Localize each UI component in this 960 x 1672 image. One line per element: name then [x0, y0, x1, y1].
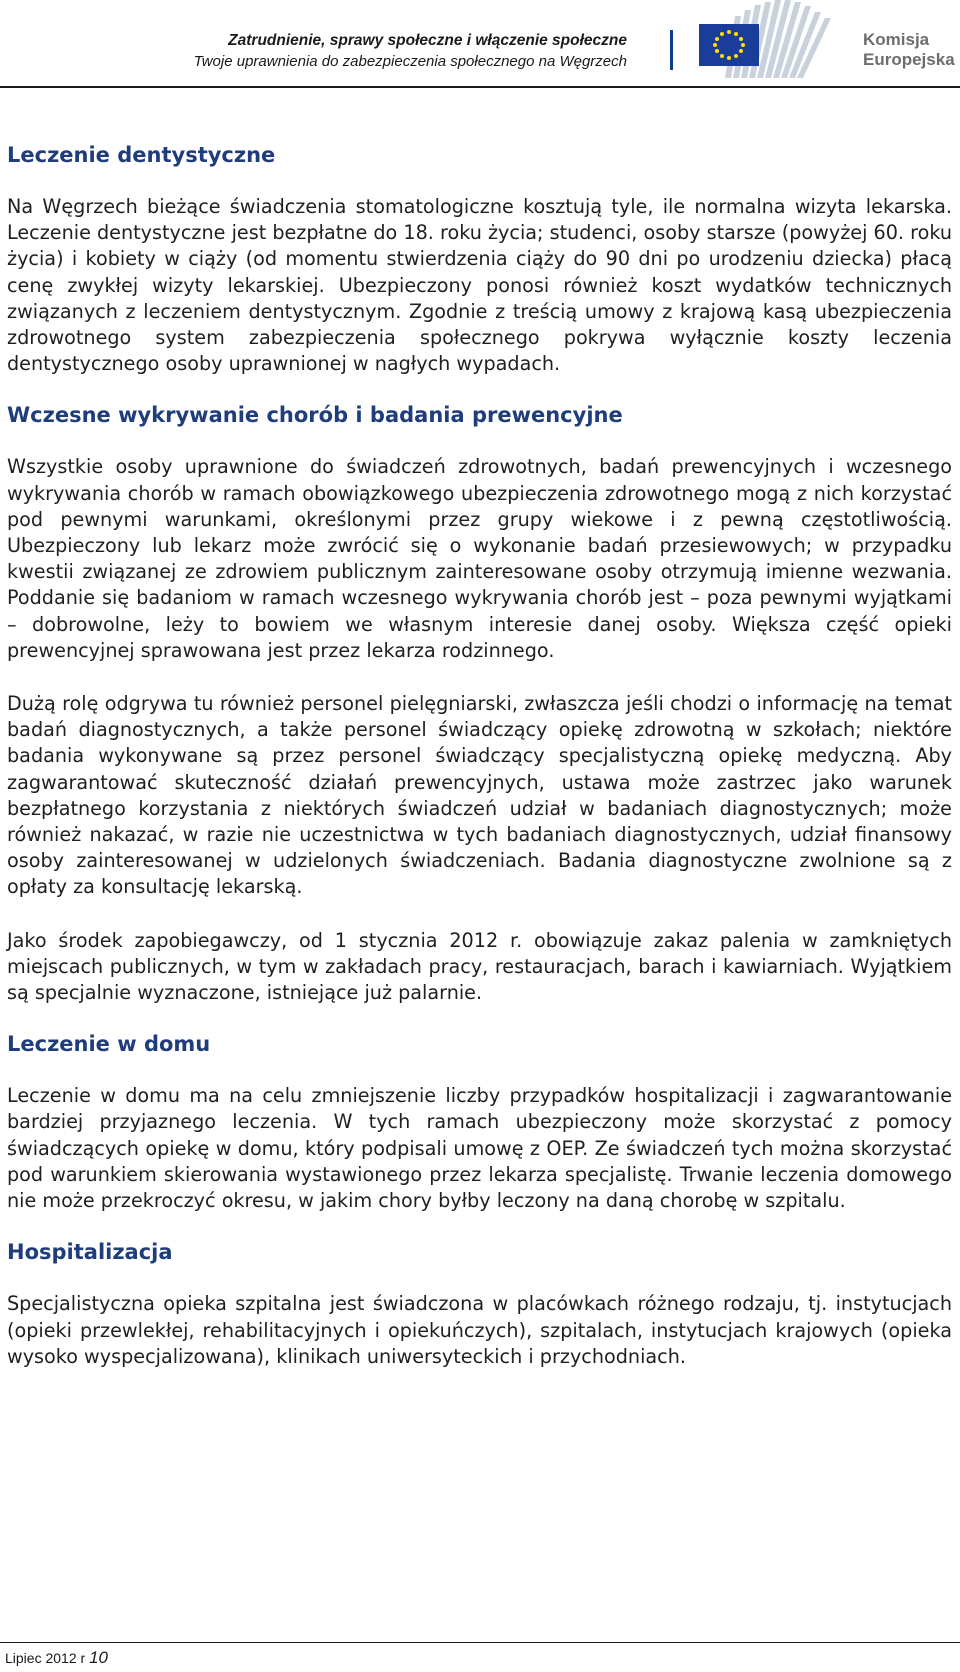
footer-rule: [0, 1642, 960, 1643]
header-text-block: [194, 30, 627, 72]
header-title: Zatrudnienie, sprawy społeczne i włączenie społeczne: [228, 32, 627, 49]
document-body: [7, 140, 952, 1370]
footer-date: Lipiec 2012 r: [5, 1650, 86, 1666]
header-subtitle: Twoje uprawnienia do zabezpieczenia społecznego na Węgrzech: [193, 53, 627, 70]
header-rule: [0, 86, 960, 88]
paragraph-home-care: Leczenie w domu ma na celu zmniejszenie liczby przypadków hospitalizacji i zagwarantowanie bardziej przyjaznego leczenia. W tych ramach ubezpieczony może skorzystać z pomocy świadczących opiekę w domu, który podpisali umowę z OEP. Ze świadczeń tych można skorzystać pod warunkiem skierowania wystawionego przez lekarza specjalistę. Trwanie leczenia domowego nie może przekroczyć okresu, w jakim chory byłby leczony na daną chorobę w szpitalu.: [7, 1084, 952, 1213]
logo-label-line1: Komisja: [863, 30, 930, 49]
logo-label-line2: Europejska: [863, 50, 955, 69]
paragraph-prevention-1: Wszystkie osoby uprawnione do świadczeń zdrowotnych, badań prewencyjnych i wczesnego wykrywania chorób w ramach obowiązkowego ubezpieczenia zdrowotnego mogą z nich korzystać pod pewnymi warunkami, określonymi przez grupy wiekowe i z pewną częstotliwością. Ubezpieczony lub lekarz może zwrócić się o wykonanie badań przesiewowych; w przypadku kwestii związanej ze zdrowiem publicznym zainteresowane osoby otrzymują imienne wezwania. Poddanie się badaniom w ramach wczesnego wykrywania chorób jest – poza pewnymi wyjątkami – dobrowolne, leży to bowiem we własnym interesie danej osoby. Większa część opieki prewencyjnej sprawowana jest przez lekarza rodzinnego.: [7, 455, 952, 662]
section-title-dental: Leczenie dentystyczne: [7, 143, 276, 167]
header-divider-bar: [670, 30, 673, 70]
paragraph-prevention-2: Dużą rolę odgrywa tu również personel pielęgniarski, zwłaszcza jeśli chodzi o informację na temat badań diagnostycznych, a także personel świadczący opiekę zdrowotną w szkołach; niektóre badania wykonywane są przez personel świadczący specjalistyczną opiekę medyczną. Aby zagwarantować skuteczność działań prewencyjnych, ustawa może zastrzec jako warunek bezpłatnego korzystania z niektórych świadczeń udział w badaniach diagnostycznych; może również nakazać, w razie nie uczestnictwa w tych badaniach diagnostycznych, udział finansowy osoby zainteresowanej w udzielonych świadczeniach. Badania diagnostyczne zwolnione są z opłaty za konsultację lekarską.: [7, 692, 952, 899]
section-title-hospitalization: Hospitalizacja: [7, 1240, 173, 1265]
page-header: [0, 0, 960, 88]
paragraph-prevention-3: Jako środek zapobiegawczy, od 1 stycznia 2012 r. obowiązuje zakaz palenia w zamkniętych miejscach publicznych, w tym w zakładach pracy, restauracjach, barach i kawiarniach. Wyjątkiem są specjalnie wyznaczone, istniejące już palarnie.: [7, 928, 952, 1005]
page-number: 10: [89, 1648, 108, 1667]
paragraph-hospitalization: Specjalistyczna opieka szpitalna jest świadczona w placówkach różnego rodzaju, tj. instytucjach (opieki przewlekłej, rehabilitacyjnych i opiekuńczych), szpitalach, instytucjach krajowych (opieka wysoko wyspecjalizowana), klinikach uniwersyteckich i przychodniach.: [7, 1292, 952, 1368]
logo-label: [863, 30, 955, 70]
page-footer: [5, 1648, 108, 1668]
section-title-home-care: Leczenie w domu: [7, 1032, 211, 1057]
section-title-prevention: Wczesne wykrywanie chorób i badania prewencyjne: [7, 403, 623, 428]
paragraph-dental: Na Węgrzech bieżące świadczenia stomatologiczne kosztują tyle, ile normalna wizyta lekarska. Leczenie dentystyczne jest bezpłatne do 18. roku życia; studenci, osoby starsze (powyżej 60. roku życia) i kobiety w ciąży (od momentu stwierdzenia ciąży do 90 dni po urodzeniu dziecka) płacą cenę zwykłej wizyty lekarskiej. Ubezpieczony ponosi również koszt wydatków technicznych związanych z leczeniem dentystycznym. Zgodnie z treścią umowy z krajową kasą ubezpieczenia zdrowotnego system zabezpieczenia społecznego pokrywa wyłącznie koszty leczenia dentystycznego osoby uprawnionej w nagłych wypadach.: [7, 195, 953, 376]
